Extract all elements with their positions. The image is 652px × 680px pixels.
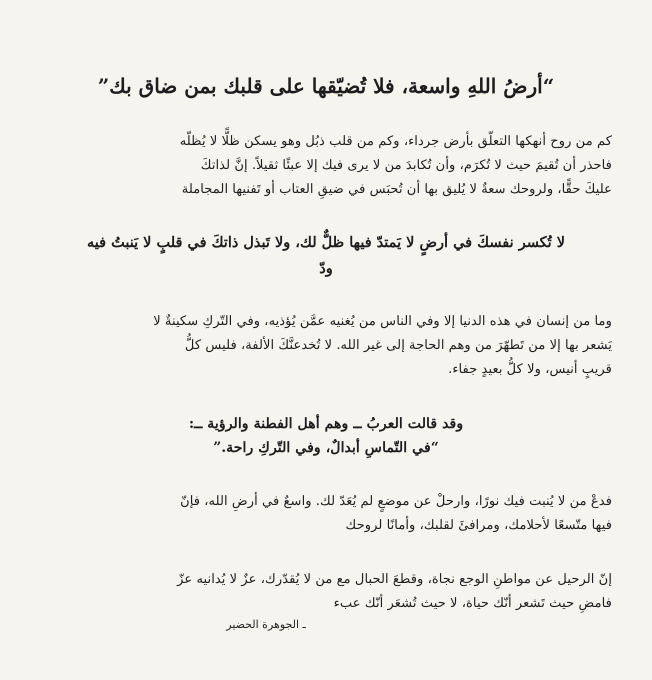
paragraph-line: قريبٍ أنيس، ولا كلُّ بعيدٍ جفاء. xyxy=(448,362,612,377)
paragraph-line: وما من إنسان في هذه الدنيا إلا وفي الناس من يُغنيه عمَّن يُؤذيه، وفي التّركِ سكينةٌ لا xyxy=(153,314,612,329)
bold-statement-line: لا تُكسر نفسكَ في أرضٍ لا يَمتدّ فيها ظلٌّ لك، ولا تَبذل ذاتكَ في قلبٍ لا يَنبتُ فيه xyxy=(86,234,566,251)
author-signature: ـ الجوهرة الحضير xyxy=(226,618,306,631)
paragraph-closing xyxy=(40,568,612,634)
paragraph-line: كم من روح أنهكها التعلّق بأرض جرداء، وكم من قلب ذبُل وهو يسكن ظلًّا لا يُظلّه xyxy=(179,134,612,149)
bold-statement xyxy=(40,230,612,282)
paragraph-leave xyxy=(40,490,612,538)
bold-statement-line: ودّ xyxy=(319,260,333,277)
paragraph-line: فاحذر أن تُقيمَ حيث لا تُكرَم، وأن تُكابدَ من لا يرى فيك إلا عبئًا ثقيلاً. إنَّ لذاتكَ xyxy=(200,158,612,173)
paragraph-line: فدعْ من لا يُنبت فيك نورًا، وارحلْ عن موضعٍ لم يُعَدّ لك. واسعٌ في أرضِ الله، فإنّ xyxy=(180,494,612,509)
paragraph-line: يَشعر بها إلا من تَطهّرَ من وهم الحاجة إلى غير الله. لا تُخدعنَّكَ الألفة، فليس كلُّ xyxy=(184,338,612,353)
paragraph-intro xyxy=(40,130,612,202)
paragraph-line: فيها متّسعًا لأحلامك، ومرافئَ لقلبك، وأمانًا لروحك xyxy=(345,518,612,533)
saying-text: “في التّماسِ أبدالٌ، وفي التّركِ راحة.” xyxy=(213,440,439,456)
paragraph-line: فامضِ حيث تَشعر أنّك حياة، لا حيث تُشعَر أنّك عبء xyxy=(333,596,612,611)
arab-saying xyxy=(40,412,612,460)
paragraph-line: إنّ الرحيل عن مواطنِ الوجع نجاة، وقطعَ الحبال مع من لا يُقدّرك، عزٌ لا يُدانيه عزّ xyxy=(177,572,612,587)
saying-intro: وقد قالت العربُ ــ وهم أهل الفطنة والرؤية ــ: xyxy=(188,416,464,432)
paragraph-people xyxy=(40,310,612,382)
paragraph-line: عليكَ حقًّا، ولروحك سعةٌ لا يُليق بها أن تُحبَس في ضيقِ العتاب أو تَفنيها المجاملة xyxy=(181,182,612,197)
document-title: “أرضُ اللهِ واسعة، فلا تُضيّقها على قلبك بمن ضاق بك” xyxy=(97,74,555,98)
